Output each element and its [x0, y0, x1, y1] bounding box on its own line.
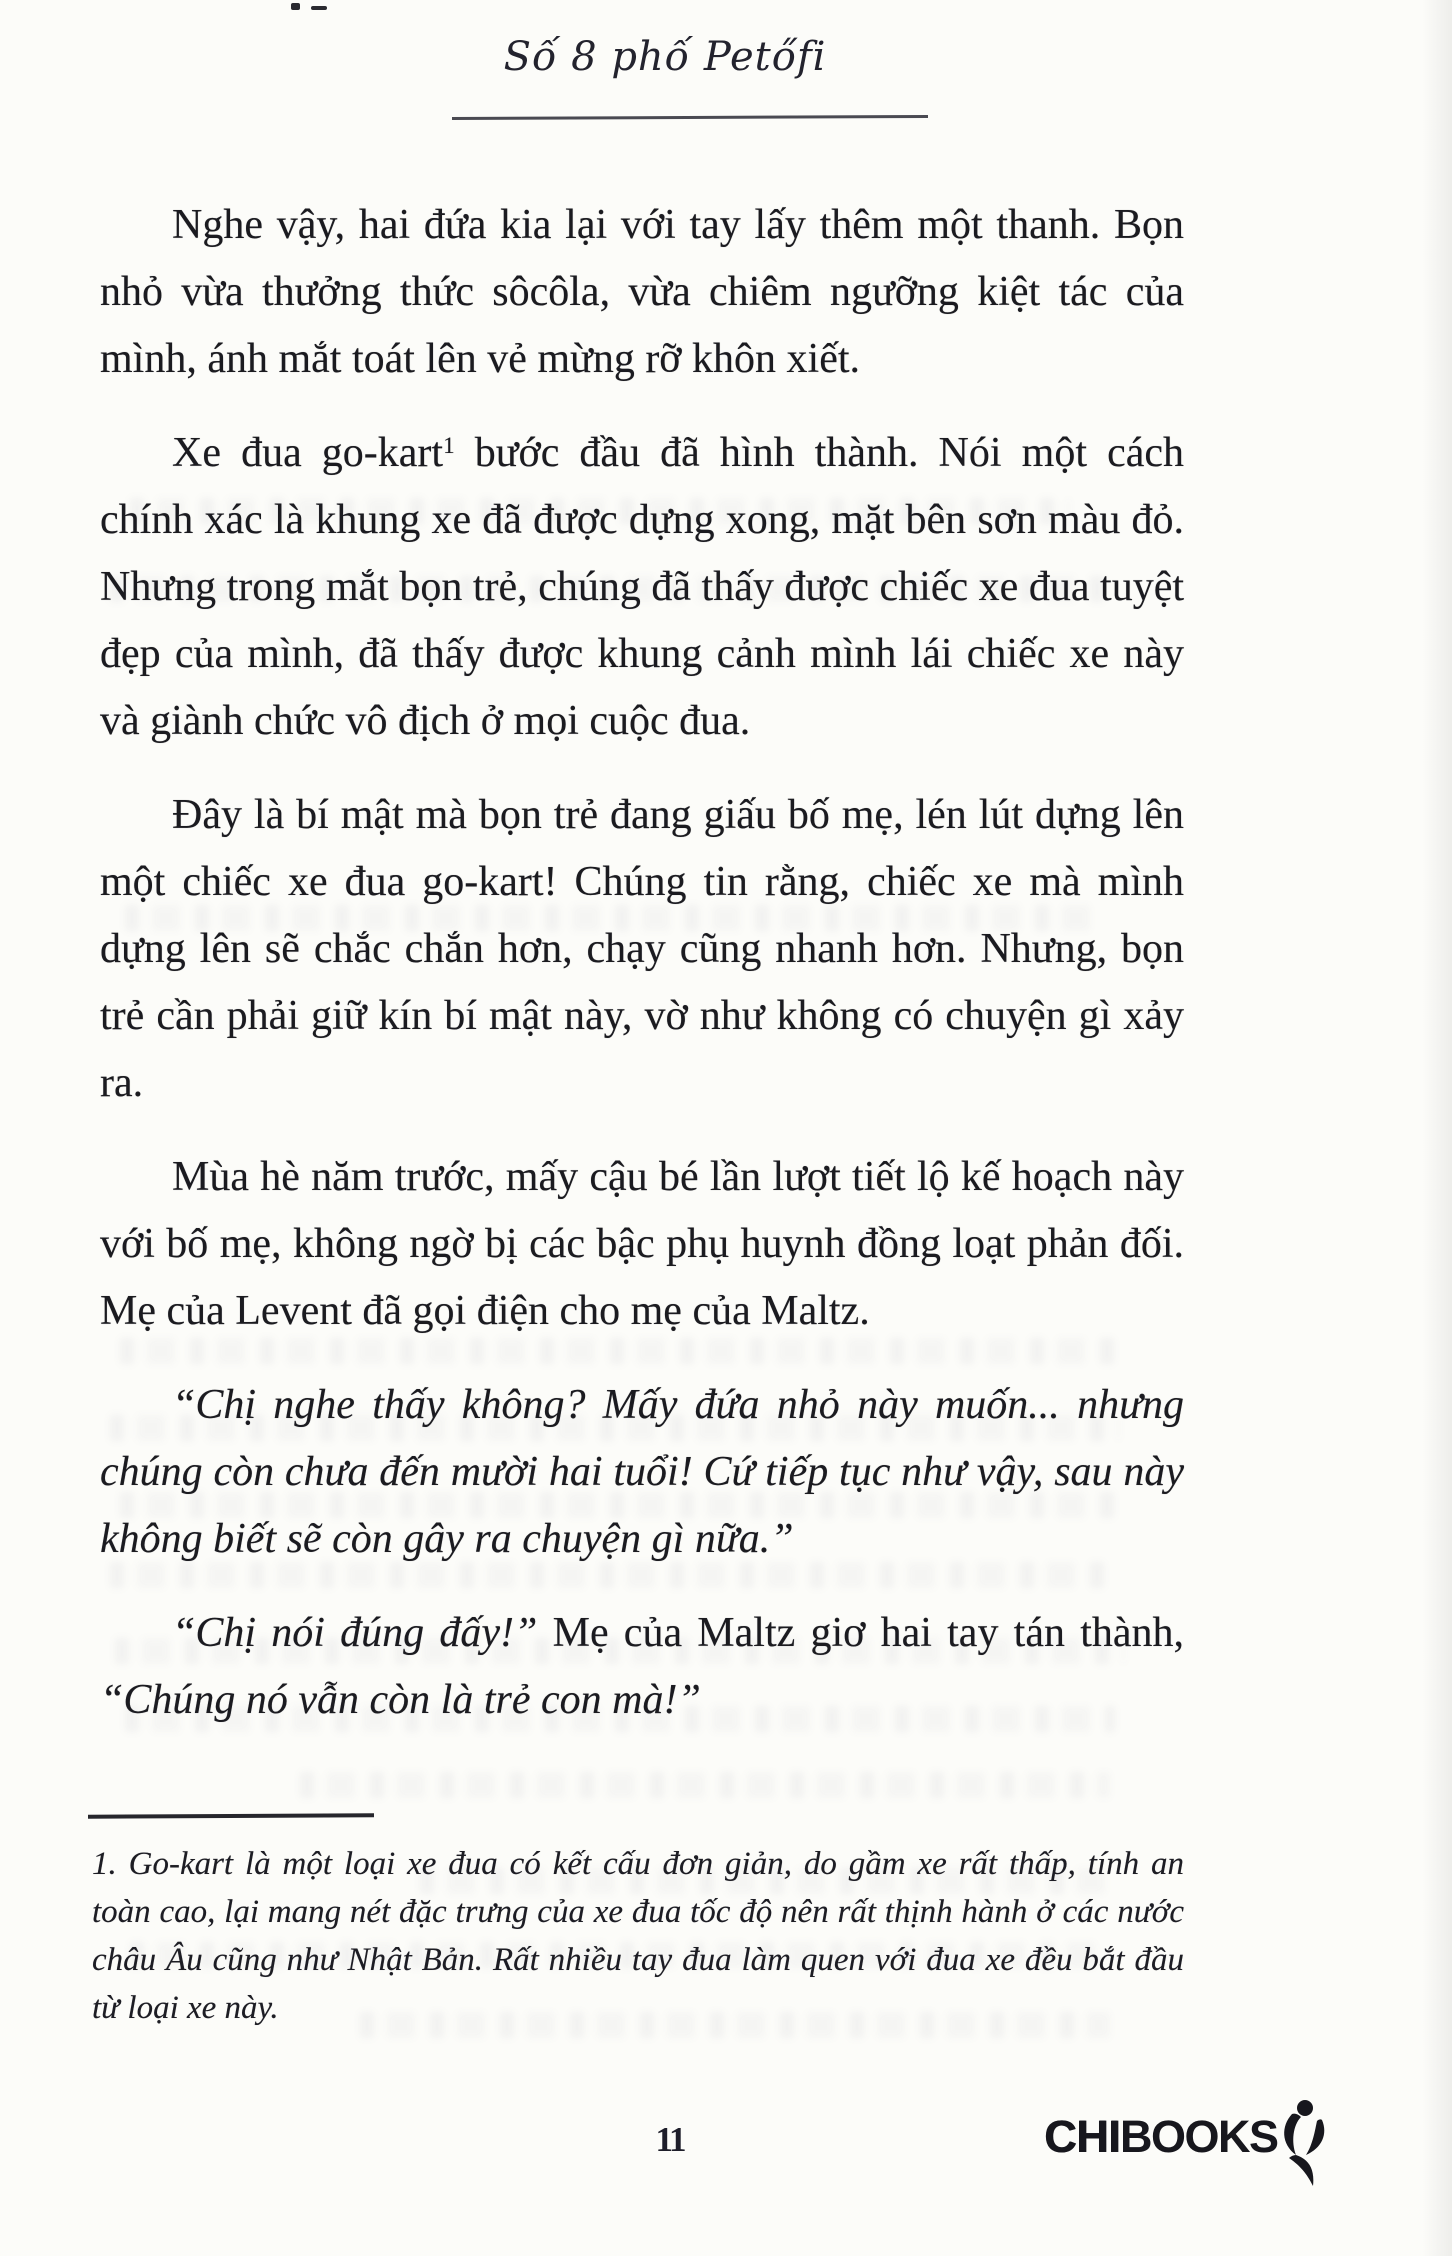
quoted-speech: “Chị nói đúng đấy!”: [172, 1610, 538, 1656]
text-segment: bước đầu đã hình thành. Nói một cách chính xác là khung xe đã được dựng xong, mặt bên sơn màu đỏ. Nhưng trong mắt bọn trẻ, chúng đã thấy được chiếc xe đua tuyệt đẹp của mình, đã thấy được khung cảnh mình lái chiếc xe này và giành chức vô địch ở mọi cuộc đua.: [100, 430, 1185, 744]
scan-speck: [291, 3, 300, 10]
header-rule: [452, 115, 928, 120]
publisher-name: [1044, 2112, 1278, 2162]
text-segment: Mẹ của Maltz giơ hai tay tán thành,: [537, 1610, 1185, 1656]
text-segment: Nghe vậy, hai đứa kia lại với tay lấy thêm một thanh. Bọn nhỏ vừa thưởng thức sôcôla, vừa chiêm ngưỡng kiệt tác của mình, ánh mắt toát lên vẻ mừng rỡ khôn xiết.: [100, 202, 1184, 382]
footnote-reference: 1: [443, 432, 455, 459]
text-segment: Xe đua go-kart: [172, 430, 444, 476]
page-number: 11: [655, 2120, 685, 2159]
text-segment: Mùa hè năm trước, mấy cậu bé lần lượt tiết lộ kế hoạch này với bố mẹ, không ngờ bị các bậc phụ huynh đồng loạt phản đối. Mẹ của Levent đã gọi điện cho mẹ của Maltz.: [100, 1154, 1184, 1334]
paragraph: [100, 782, 1184, 1117]
publisher-logo: [1044, 2112, 1334, 2188]
running-head-title: Số 8 phố Petőfi: [503, 34, 827, 80]
book-sprout-icon: [1270, 2098, 1334, 2188]
quoted-speech: “Chúng nó vẫn còn là trẻ con mà!”: [100, 1677, 701, 1723]
paragraph: [100, 420, 1184, 755]
publisher-name-suffix: BOOKS: [1120, 2111, 1278, 2162]
body-text: [100, 192, 1184, 1734]
footnote: 1. Go-kart là một loại xe đua có kết cấu đơn giản, do gầm xe rất thấp, tính an toàn cao, lại mang nét đặc trưng của xe đua tốc độ nên rất thịnh hành ở các nước châu Âu cũng như Nhật Bản. Rất nhiều tay đua làm quen với đua xe đều bắt đầu từ loại xe này.: [92, 1846, 1184, 2026]
paragraph: [100, 1372, 1184, 1573]
paragraph: [100, 1600, 1184, 1734]
scan-speck: [311, 6, 327, 10]
publisher-name-prefix: CHI: [1044, 2111, 1120, 2162]
paragraph: [100, 192, 1184, 393]
bleed-through-artifact: [300, 1772, 1110, 1798]
footnote-rule: [88, 1813, 374, 1818]
text-segment: Đây là bí mật mà bọn trẻ đang giấu bố mẹ, lén lút dựng lên một chiếc xe đua go-kart! Chúng tin rằng, chiếc xe mà mình dựng lên sẽ chắc chắn hơn, chạy cũng nhanh hơn. Nhưng, bọn trẻ cần phải giữ kín bí mật này, vờ như không có chuyện gì xảy ra.: [100, 792, 1184, 1106]
paragraph: [100, 1144, 1184, 1345]
quoted-speech: “Chị nghe thấy không? Mấy đứa nhỏ này muốn... nhưng chúng còn chưa đến mười hai tuổi! Cứ tiếp tục như vậy, sau này không biết sẽ còn gây ra chuyện gì nữa.”: [100, 1382, 1184, 1562]
